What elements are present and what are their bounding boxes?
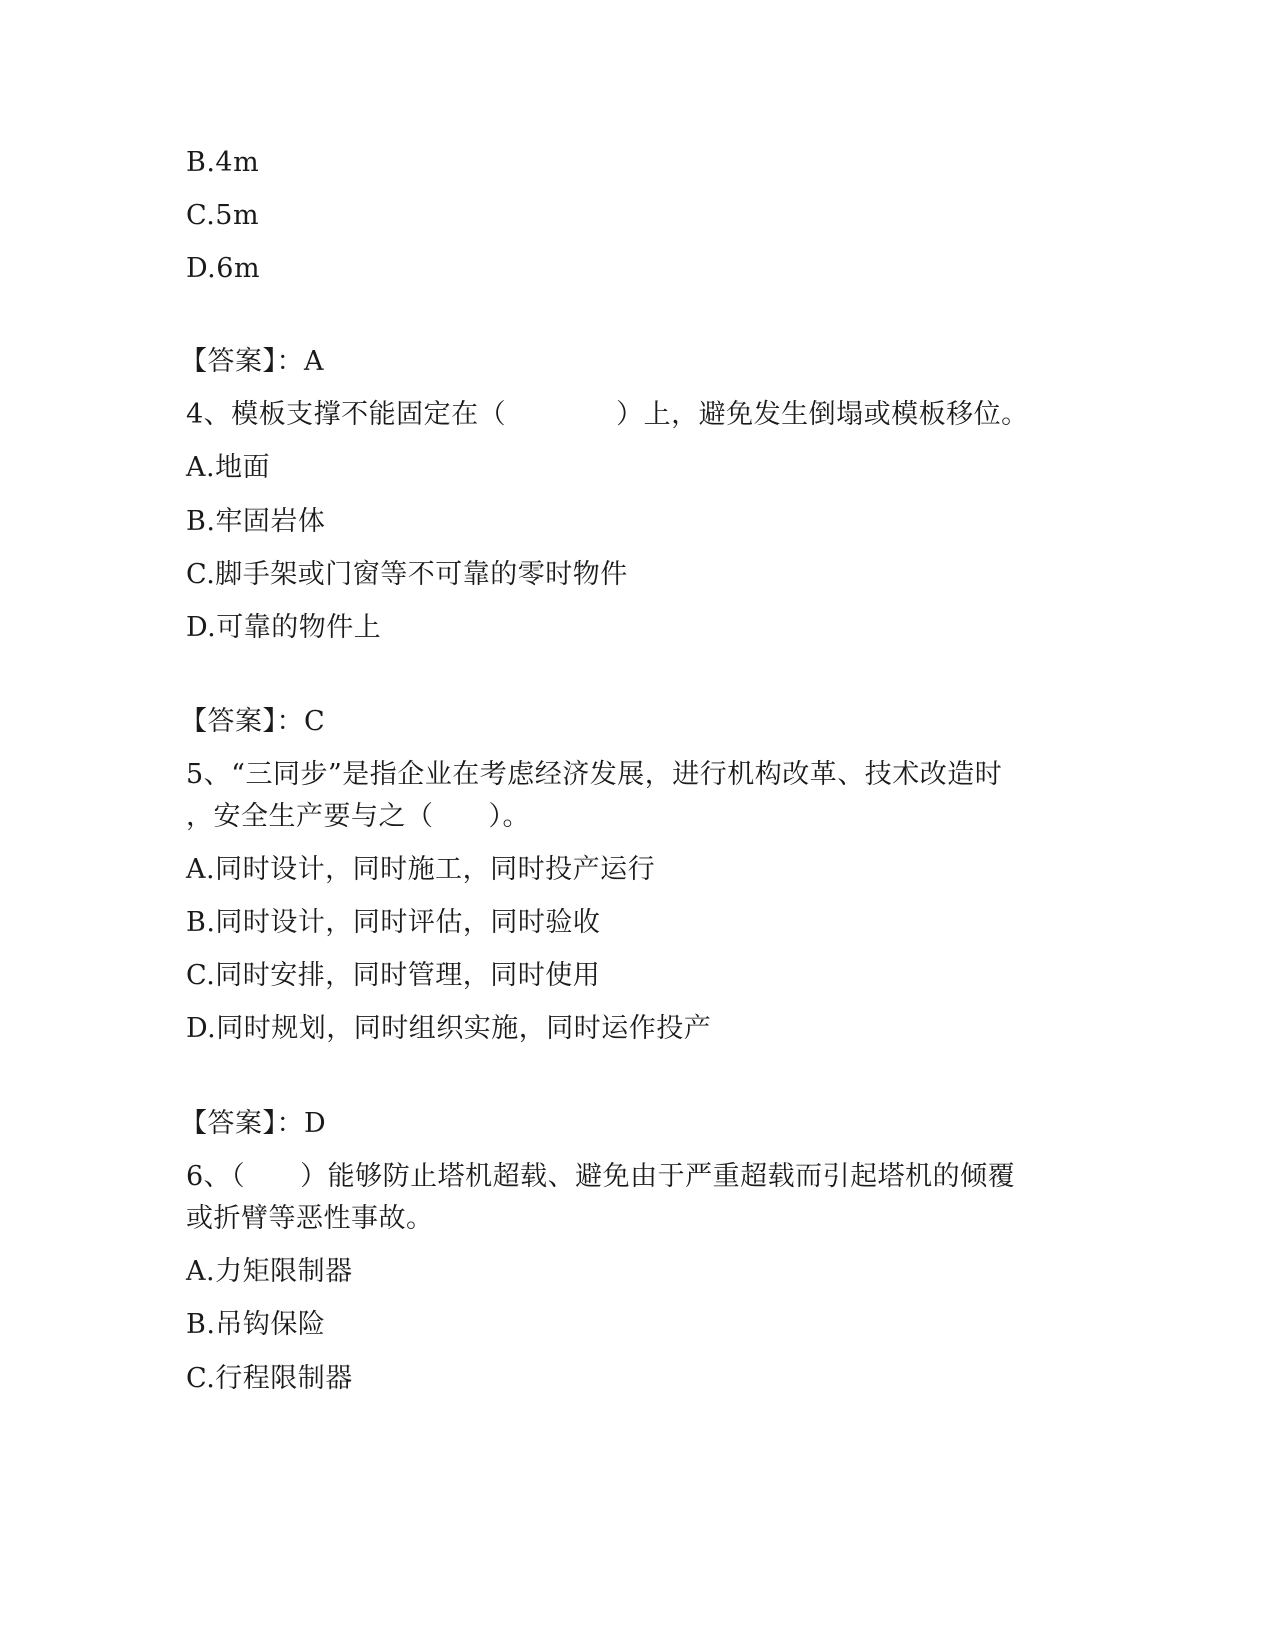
q5-option-d: D.同时规划，同时组织实施，同时运作投产 [186, 1013, 712, 1044]
q6-stem-line2: 或折臂等恶性事故。 [186, 1203, 434, 1234]
q3-option-c: C.5m [186, 200, 260, 231]
q5-stem-line1: 5、“三同步”是指企业在考虑经济发展，进行机构改革、技术改造时 [186, 759, 1003, 790]
q5-answer: 【答案】：D [180, 1108, 327, 1139]
q4-option-d: D.可靠的物件上 [186, 612, 382, 643]
q4-option-c: C.脚手架或门窗等不可靠的零时物件 [186, 559, 628, 590]
q5-option-a: A.同时设计，同时施工，同时投产运行 [186, 854, 656, 885]
q6-option-b: B.吊钩保险 [186, 1309, 326, 1340]
q5-stem-line2: ，安全生产要与之（ ）。 [186, 801, 530, 832]
q6-option-a: A.力矩限制器 [186, 1256, 353, 1287]
q3-answer: 【答案】：A [180, 346, 324, 377]
q3-option-d: D.6m [186, 253, 261, 284]
q3-option-b: B.4m [186, 147, 260, 178]
q4-stem: 4、模板支撑不能固定在（ ）上，避免发生倒塌或模板移位。 [186, 399, 1029, 430]
q5-option-c: C.同时安排，同时管理，同时使用 [186, 960, 601, 991]
q5-option-b: B.同时设计，同时评估，同时验收 [186, 907, 601, 938]
q4-answer: 【答案】：C [180, 706, 326, 737]
q4-option-b: B.牢固岩体 [186, 506, 326, 537]
q6-option-c: C.行程限制器 [186, 1363, 353, 1394]
q6-stem-line1: 6、（ ）能够防止塔机超载、避免由于严重超载而引起塔机的倾覆 [186, 1161, 1016, 1192]
q4-option-a: A.地面 [186, 452, 271, 483]
